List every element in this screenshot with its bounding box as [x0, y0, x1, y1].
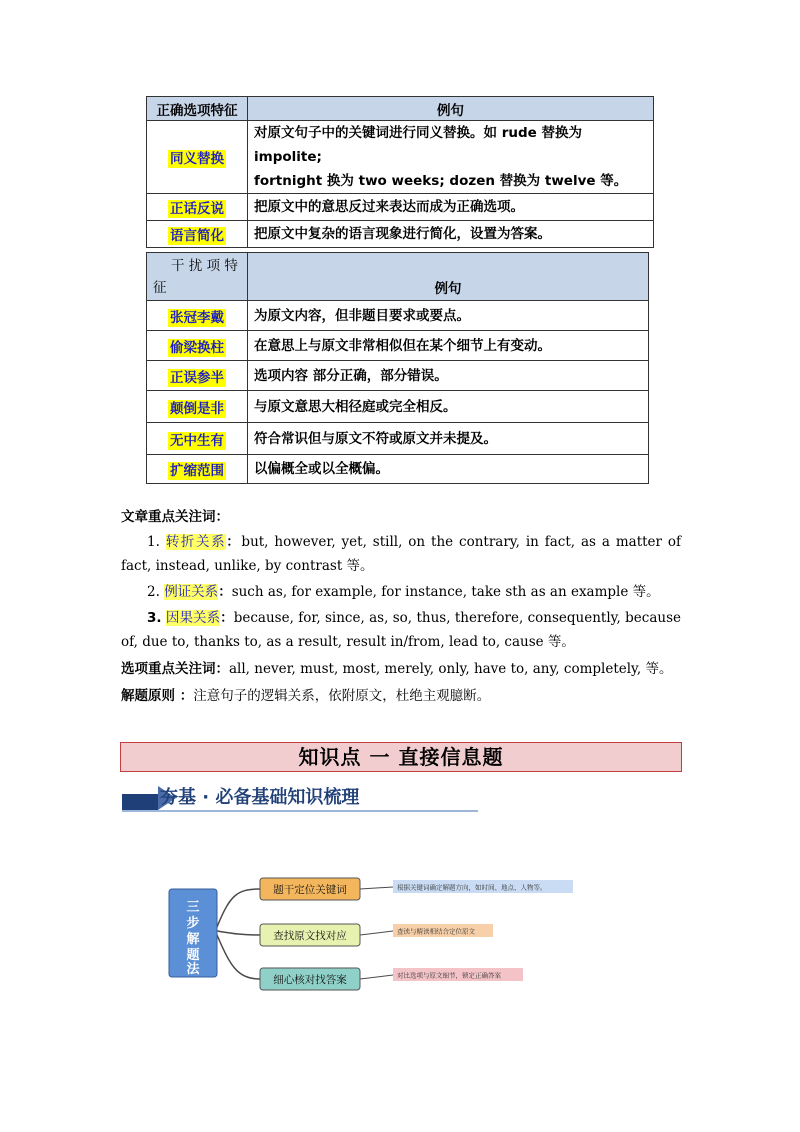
- table-row: [147, 121, 654, 194]
- example-text: 为原文内容，但非题目要求或要点。: [248, 301, 649, 331]
- keyword-item-example: 2. 例证关系：such as, for example, for instance, take sth as an example 等。: [147, 584, 660, 600]
- mindmap-root-char: 法: [186, 962, 200, 977]
- mindmap-step-label: 题干定位关键词: [273, 884, 347, 896]
- keywords-title: 文章重点关注词：: [121, 509, 229, 525]
- table-row: [147, 361, 649, 391]
- table-row: [147, 301, 649, 331]
- keyword-label: 因果关系: [165, 610, 221, 626]
- keyword-item-cause: 3. 因果关系：because, for, since, as, so, thus, therefore, consequently, because of, due to, thanks to, as a result, result in/from, lead to, cause 等。: [121, 610, 682, 650]
- section-banner: 知识点 一 直接信息题: [120, 742, 682, 772]
- mindmap-connector: [217, 889, 260, 927]
- subheading: 夯基 · 必备基础知识梳理: [122, 786, 478, 812]
- subheading-underline: [122, 810, 478, 812]
- mindmap-note-text: 查读与精读相结合定位原文: [397, 927, 475, 936]
- table-row: [147, 221, 654, 248]
- feature-label: 扩缩范围: [170, 463, 224, 479]
- mindmap-step-label: 查找原文找对应: [273, 930, 347, 942]
- mindmap-note-text: 对比选项与原文细节，锁定正确答案: [397, 971, 501, 980]
- table1-header-feature: 正确选项特征: [147, 97, 248, 121]
- feature-label: 偷梁换柱: [170, 339, 224, 356]
- subheading-bar-icon: [122, 794, 158, 810]
- table-row: [147, 194, 654, 221]
- keyword-item-contrast: 1. 转折关系：but, however, yet, still, on the contrary, in fact, as a matter of fact, instead, unlike, by contrast 等。: [121, 534, 682, 574]
- mindmap-note-text: 根据关键词确定解题方向，如时间、地点、人物等。: [397, 883, 547, 892]
- keyword-label: 转折关系: [165, 534, 227, 550]
- feature-label: 正话反说: [170, 201, 224, 217]
- mindmap-connector: [360, 975, 393, 979]
- distractor-option-table: [146, 252, 649, 484]
- example-text-line: fortnight 换为 two weeks; dozen 替换为 twelve 等。: [254, 173, 628, 189]
- solving-principle: 解题原则 ：注意句子的逻辑关系，依附原文，杜绝主观臆断。: [121, 688, 491, 704]
- example-text: 与原文意思大相径庭或完全相反。: [248, 391, 649, 423]
- example-text: 把原文中的意思反过来表达而成为正确选项。: [248, 194, 654, 221]
- example-text: 符合常识但与原文不符或原文并未提及。: [248, 423, 649, 455]
- feature-label: 无中生有: [170, 432, 224, 449]
- mindmap-root-char: 三: [186, 900, 200, 915]
- three-step-mindmap: [165, 865, 585, 995]
- mindmap-root-char: 步: [186, 916, 200, 931]
- correct-option-table: [146, 96, 654, 248]
- feature-label: 张冠李戴: [170, 309, 224, 326]
- feature-label: 同义替换: [170, 151, 224, 167]
- example-text-line: 对原文句子中的关键词进行同义替换。如 rude 替换为 impolite;: [254, 125, 582, 165]
- example-text: 选项内容 部分正确，部分错误。: [248, 361, 649, 391]
- table2-header-example: 例句: [248, 253, 649, 301]
- mindmap-connector: [360, 887, 393, 889]
- option-keywords: 选项重点关注词：all, never, must, most, merely, only, have to, any, completely, 等。: [121, 661, 673, 677]
- feature-label: 正误参半: [170, 369, 224, 386]
- mindmap-connector: [217, 935, 260, 979]
- mindmap-root-char: 解: [186, 932, 200, 947]
- table1-header-example: 例句: [248, 97, 654, 121]
- mindmap-root-char: 题: [186, 948, 200, 963]
- feature-label: 语言简化: [170, 228, 224, 244]
- mindmap-connector: [217, 931, 260, 935]
- mindmap-connector: [360, 931, 393, 935]
- table-row: [147, 423, 649, 455]
- feature-label: 颠倒是非: [170, 400, 224, 417]
- example-text: 把原文中复杂的语言现象进行简化，设置为答案。: [248, 221, 654, 248]
- keyword-label: 例证关系: [164, 584, 219, 600]
- table-row: [147, 391, 649, 423]
- example-text: 以偏概全或以全概偏。: [248, 455, 649, 484]
- table-row: [147, 331, 649, 361]
- table2-header-feature: 干 扰 项 特 征: [147, 253, 248, 301]
- table-row: [147, 455, 649, 484]
- example-text: 在意思上与原文非常相似但在某个细节上有变动。: [248, 331, 649, 361]
- mindmap-step-label: 细心核对找答案: [273, 974, 347, 986]
